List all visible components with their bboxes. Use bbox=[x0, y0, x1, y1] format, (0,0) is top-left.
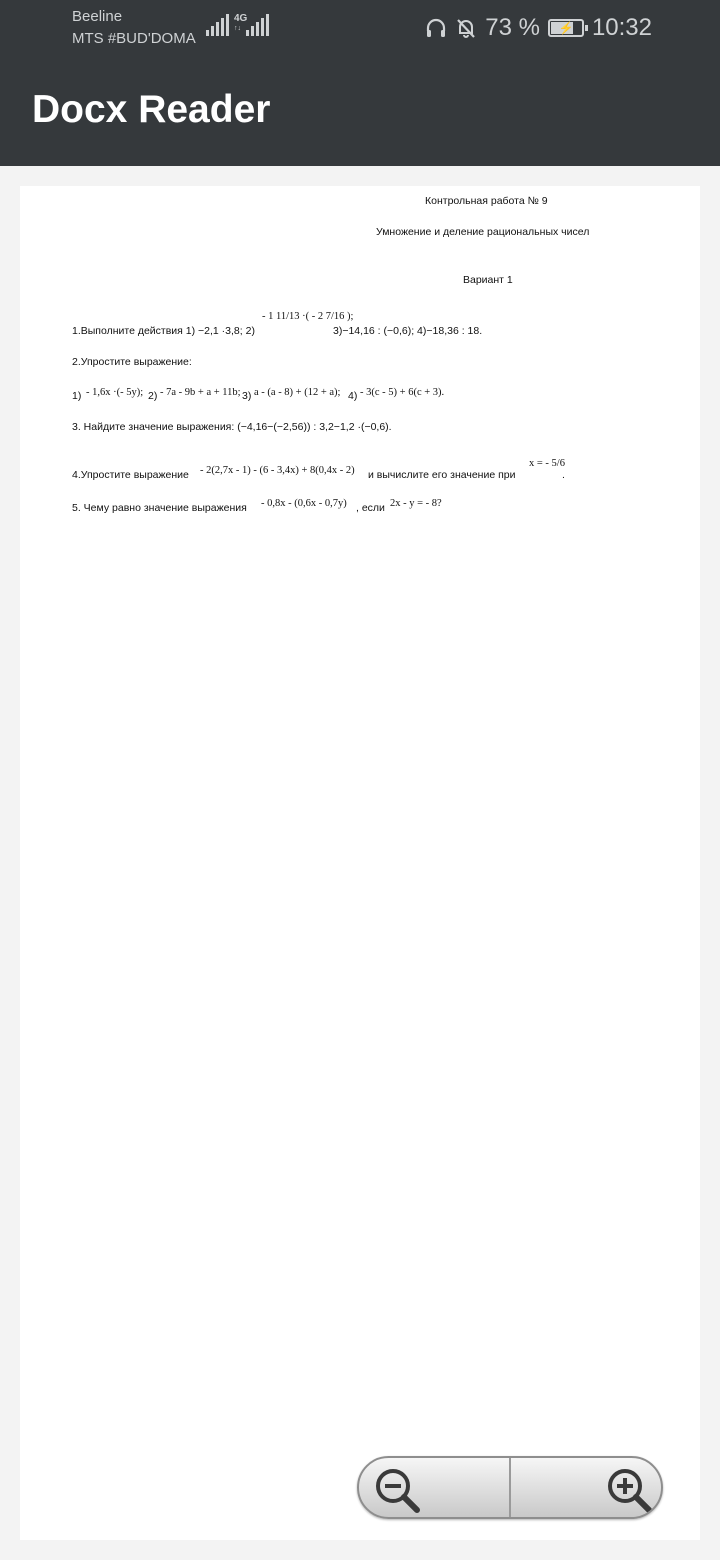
task5-condition: 2x - y = - 8? bbox=[390, 498, 442, 509]
task2-f4: - 3(c - 5) + 6(c + 3). bbox=[360, 387, 445, 398]
app-title: Docx Reader bbox=[32, 88, 271, 131]
status-bar bbox=[0, 0, 720, 60]
charging-bolt-icon: ⚡ bbox=[558, 21, 574, 35]
task2-p2: 2) bbox=[148, 390, 158, 402]
clock: 10:32 bbox=[591, 14, 652, 41]
battery-icon bbox=[548, 19, 584, 37]
zoom-in-icon bbox=[605, 1466, 653, 1514]
task2-title: 2.Упростите выражение: bbox=[72, 356, 192, 368]
task1-formula: - 1 11/13 ·( - 2 7/16 ); bbox=[262, 311, 354, 322]
task4-middle: и вычислите его значение при bbox=[368, 469, 516, 481]
zoom-controls bbox=[357, 1456, 663, 1519]
task3-text: 3. Найдите значение выражения: (−4,16−(−2,56)) : 3,2−1,2 ·(−0,6). bbox=[72, 421, 392, 433]
zoom-out-icon bbox=[373, 1466, 421, 1514]
task4-formula: - 2(2,7x - 1) - (6 - 3,4x) + 8(0,4x - 2) bbox=[200, 465, 355, 476]
task2-f2: - 7a - 9b + a + 11b; bbox=[160, 387, 241, 398]
task2-f3: a - (a - 8) + (12 + a); bbox=[254, 387, 341, 398]
task1-suffix: 3)−14,16 : (−0,6); 4)−18,36 : 18. bbox=[333, 325, 483, 337]
task5-prefix: 5. Чему равно значение выражения bbox=[72, 502, 247, 514]
carrier-primary: Beeline bbox=[72, 8, 123, 25]
network-type-label: 4G ↑↓ bbox=[234, 13, 248, 32]
bell-off-icon bbox=[455, 17, 477, 39]
app-bar bbox=[0, 0, 720, 166]
task1-prefix: 1.Выполните действия 1) −2,1 ·3,8; 2) bbox=[72, 325, 255, 337]
signal-icon bbox=[206, 14, 230, 36]
zoom-out-button[interactable] bbox=[359, 1458, 509, 1517]
signal-icon bbox=[246, 14, 270, 36]
document-heading: Контрольная работа № 9 bbox=[425, 195, 548, 207]
task4-suffix: . bbox=[562, 469, 565, 481]
headphones-icon bbox=[425, 17, 447, 39]
battery-percent: 73 % bbox=[485, 14, 540, 41]
task5-middle: , если bbox=[356, 502, 385, 514]
document-page[interactable] bbox=[20, 186, 700, 1540]
task2-p1: 1) bbox=[72, 390, 82, 402]
variant-label: Вариант 1 bbox=[463, 274, 513, 286]
task4-condition: x = - 5/6 bbox=[529, 458, 565, 469]
carrier-secondary: MTS #BUD'DOMA bbox=[72, 30, 196, 47]
task4-prefix: 4.Упростите выражение bbox=[72, 469, 189, 481]
zoom-in-button[interactable] bbox=[509, 1458, 661, 1517]
document-subheading: Умножение и деление рациональных чисел bbox=[376, 226, 590, 238]
status-right bbox=[425, 14, 652, 42]
task5-formula: - 0,8x - (0,6x - 0,7y) bbox=[261, 498, 347, 509]
task2-p4: 4) bbox=[348, 390, 358, 402]
task2-p3: 3) bbox=[242, 390, 252, 402]
task2-f1: - 1,6x ·(- 5y); bbox=[86, 387, 144, 398]
